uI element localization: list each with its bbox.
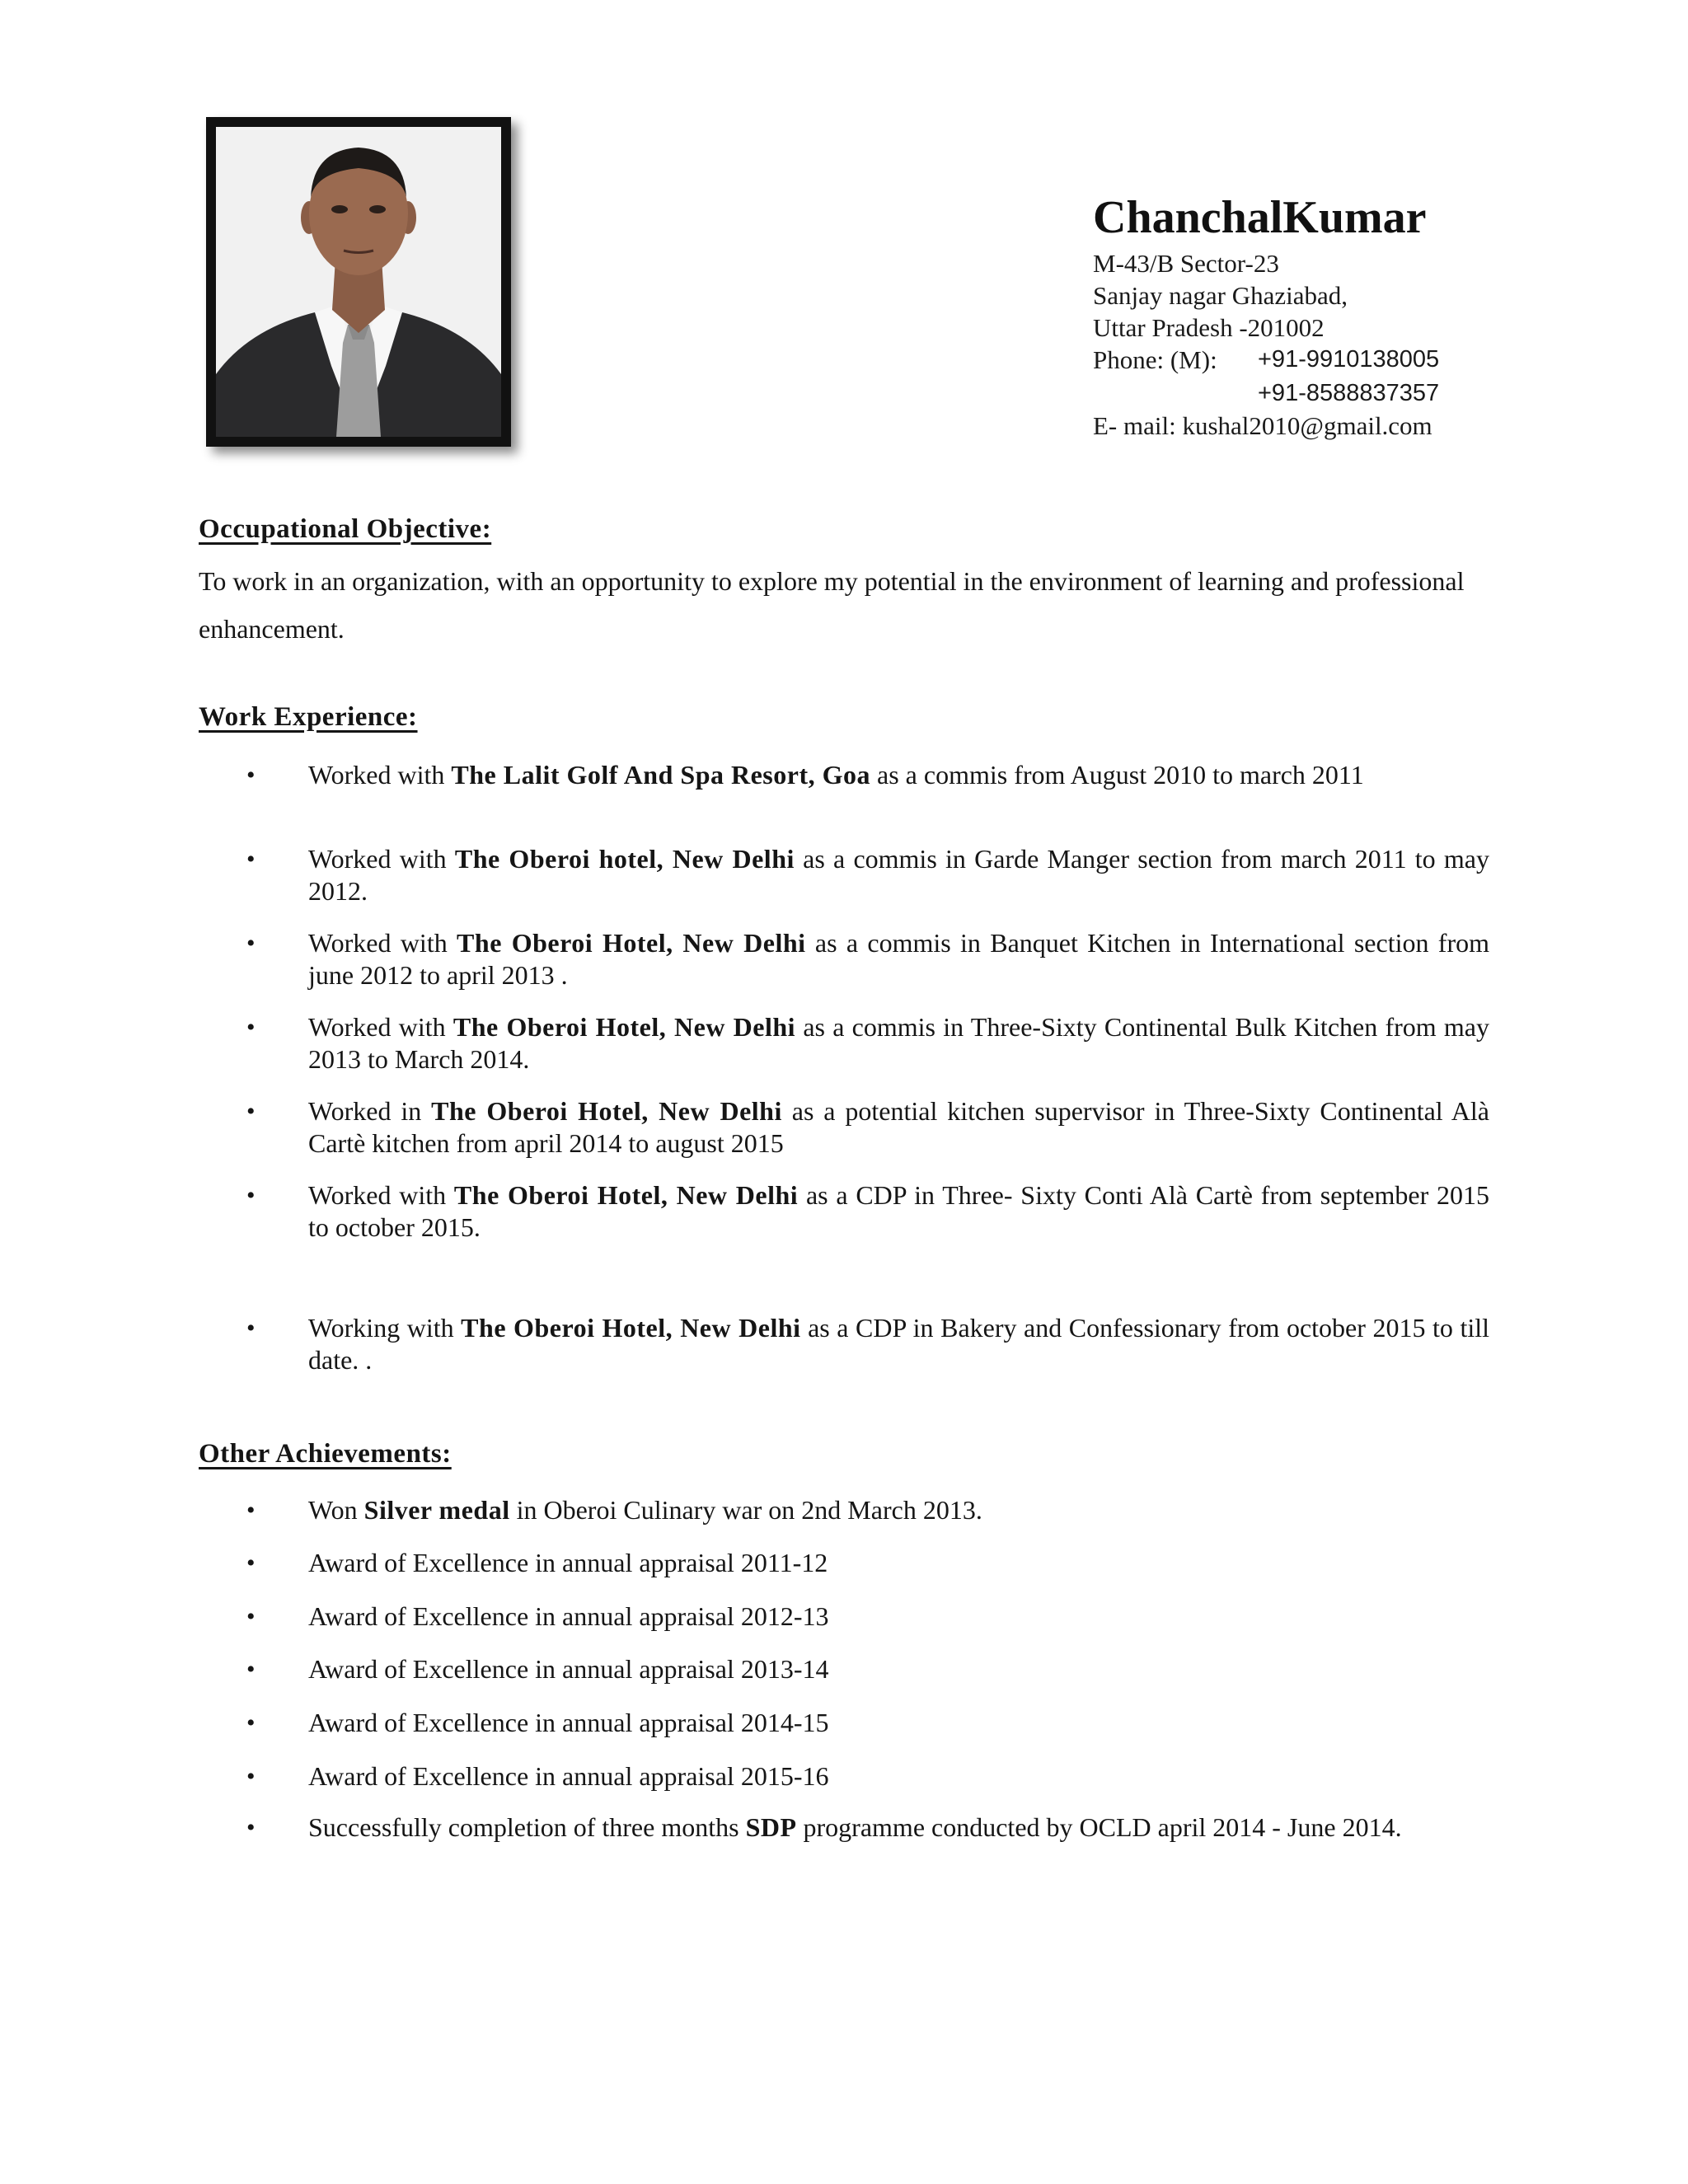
work-item xyxy=(199,1179,1489,1244)
work-item-text: Working with xyxy=(308,1313,462,1343)
work-item xyxy=(199,1312,1489,1376)
bullet: • xyxy=(246,846,256,873)
bullet: • xyxy=(246,1603,256,1630)
work-item-detail: as a CDP in Three- Sixty Conti Alà Cartè from september 2015 to october 2015. xyxy=(308,1180,1490,1242)
phone-row xyxy=(1093,344,1653,376)
achievement-detail: programme conducted by OCLD april 2014 - June 2014. xyxy=(796,1812,1402,1842)
work-item-detail: as a commis in Three-Sixty Continental Bulk Kitchen from may 2013 to March 2014. xyxy=(308,1012,1490,1074)
work-item xyxy=(199,759,1489,791)
phone-row-2 xyxy=(1093,376,1653,410)
objective-heading: Occupational Objective: xyxy=(199,514,492,544)
bullet: • xyxy=(246,1182,256,1209)
achievement-highlight: SDP xyxy=(745,1812,797,1842)
work-item xyxy=(199,927,1489,991)
portrait-image xyxy=(216,127,501,437)
achievement-detail: in Oberoi Culinary war on 2nd March 2013. xyxy=(509,1495,982,1525)
email: E- mail: kushal2010@gmail.com xyxy=(1093,411,1432,440)
contact-block xyxy=(1093,191,1653,442)
achievement-text: Successfully completion of three months xyxy=(308,1812,746,1842)
work-item-detail: as a commis in Garde Manger section from march 2011 to may 2012. xyxy=(308,844,1490,906)
work-item-employer: The Oberoi Hotel, New Delhi xyxy=(457,928,806,958)
work-item-text: Worked with xyxy=(308,844,455,874)
work-item-detail: as a commis from August 2010 to march 2011 xyxy=(870,760,1364,790)
achievement-item xyxy=(199,1811,1489,1844)
bullet: • xyxy=(246,930,256,957)
work-item xyxy=(199,843,1489,907)
achievement-text: Award of Excellence in annual appraisal 2015-16 xyxy=(308,1761,829,1791)
phone-number-2: +91-8588837357 xyxy=(1258,380,1440,406)
work-item-text: Worked in xyxy=(308,1096,432,1126)
work-item-text: Worked with xyxy=(308,928,457,958)
address-line-1: M-43/B Sector-23 xyxy=(1093,249,1279,278)
phone-label: Phone: (M): xyxy=(1093,345,1217,374)
work-item-detail: as a commis in Banquet Kitchen in International section from june 2012 to april 2013 . xyxy=(308,928,1490,990)
candidate-name: ChanchalKumar xyxy=(1093,192,1427,243)
achievement-highlight: Silver medal xyxy=(363,1495,510,1525)
bullet: • xyxy=(246,1763,256,1790)
work-item-employer: The Oberoi Hotel, New Delhi xyxy=(452,1012,796,1042)
profile-photo xyxy=(206,117,511,447)
work-item-text: Worked with xyxy=(308,760,452,790)
bullet: • xyxy=(246,1549,256,1577)
achievement-text: Award of Excellence in annual appraisal 2014-15 xyxy=(308,1708,829,1737)
achievement-item xyxy=(199,1601,1489,1633)
bullet: • xyxy=(246,1709,256,1736)
achievement-text: Award of Excellence in annual appraisal 2012-13 xyxy=(308,1601,829,1631)
achievement-text: Award of Excellence in annual appraisal 2011-12 xyxy=(308,1548,828,1577)
work-item-employer: The Oberoi hotel, New Delhi xyxy=(454,844,795,874)
bullet: • xyxy=(246,762,256,789)
achievement-item xyxy=(199,1707,1489,1739)
achievement-item xyxy=(199,1547,1489,1579)
bullet: • xyxy=(246,1497,256,1524)
bullet: • xyxy=(246,1814,256,1841)
work-item-employer: The Oberoi Hotel, New Delhi xyxy=(431,1096,782,1126)
achievement-item xyxy=(199,1653,1489,1685)
work-item-text: Worked with xyxy=(308,1180,454,1210)
address-line-2: Sanjay nagar Ghaziabad, xyxy=(1093,281,1348,310)
phone-number-1: +91-9910138005 xyxy=(1258,346,1440,373)
achievement-item xyxy=(199,1760,1489,1793)
work-item-detail: as a potential kitchen supervisor in Three-Sixty Continental Alà Cartè kitchen from april 2014 to august 2015 xyxy=(308,1096,1490,1158)
work-experience-heading: Work Experience: xyxy=(199,702,418,732)
work-item-employer: The Oberoi Hotel, New Delhi xyxy=(453,1180,799,1210)
achievement-text: Won xyxy=(308,1495,364,1525)
work-item xyxy=(199,1011,1489,1076)
work-item-employer: The Lalit Golf And Spa Resort, Goa xyxy=(451,760,870,790)
achievement-item xyxy=(199,1494,1489,1526)
achievement-text: Award of Excellence in annual appraisal 2013-14 xyxy=(308,1654,829,1684)
objective-text: To work in an organization, with an opportunity to explore my potential in the environment of learning and professional enhancement. xyxy=(199,566,1465,644)
bullet: • xyxy=(246,1014,256,1041)
work-item-employer: The Oberoi Hotel, New Delhi xyxy=(461,1313,801,1343)
work-item xyxy=(199,1095,1489,1160)
address-line-3: Uttar Pradesh -201002 xyxy=(1093,313,1325,342)
bullet: • xyxy=(246,1315,256,1342)
work-item-text: Worked with xyxy=(308,1012,453,1042)
achievements-heading: Other Achievements: xyxy=(199,1439,452,1469)
bullet: • xyxy=(246,1656,256,1683)
work-item-detail: as a CDP in Bakery and Confessionary from october 2015 to till date. . xyxy=(308,1313,1490,1375)
bullet: • xyxy=(246,1098,256,1125)
